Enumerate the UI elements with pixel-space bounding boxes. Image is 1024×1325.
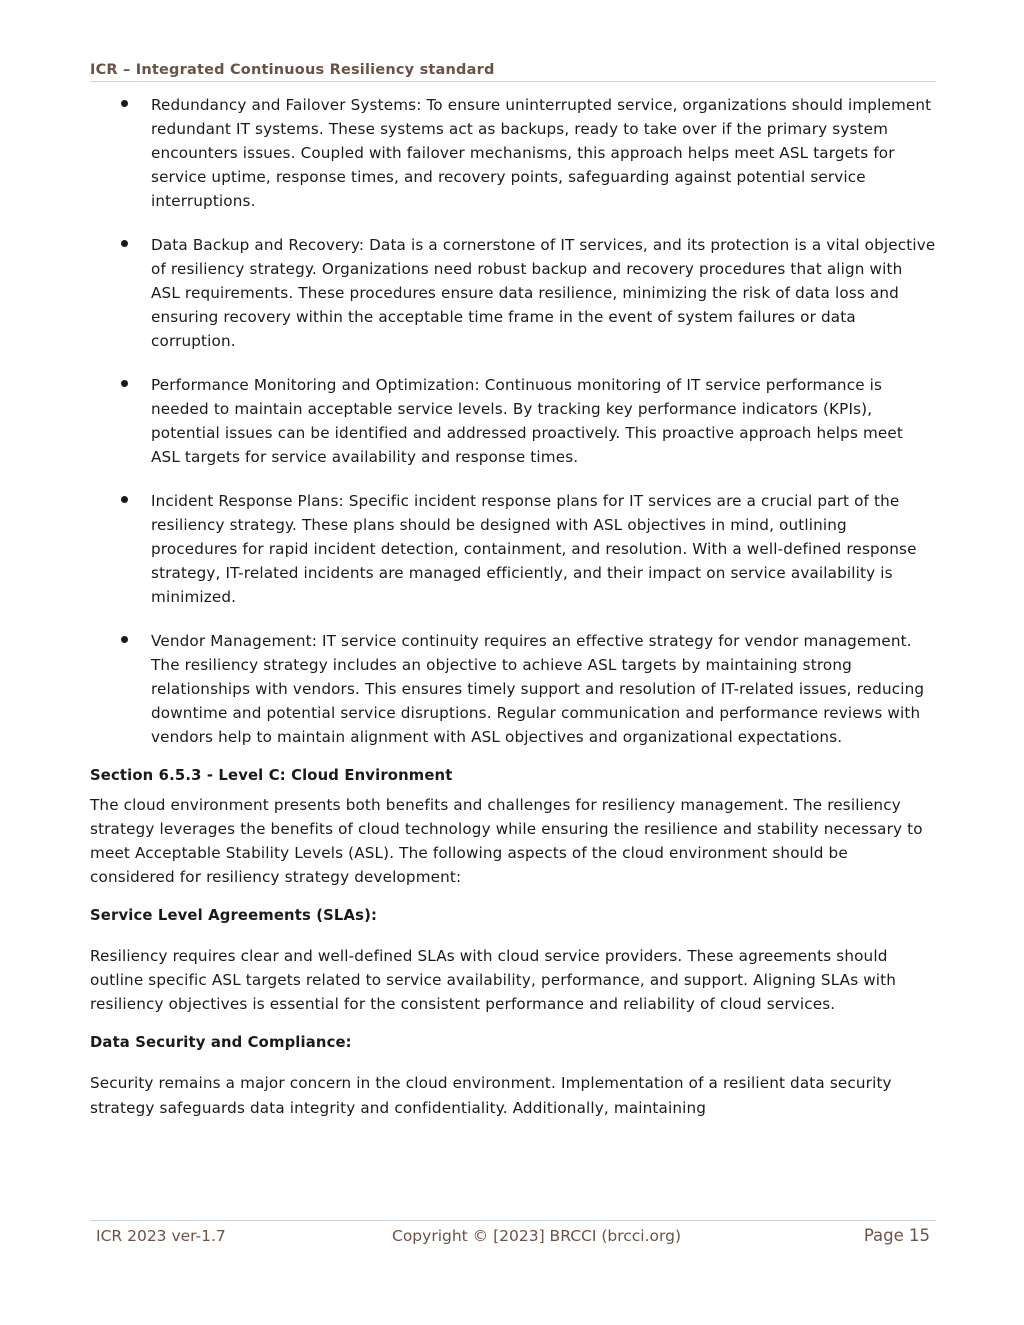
page-header (90, 61, 936, 82)
subsection-text-slas: Resiliency requires clear and well-defined SLAs with cloud service providers. These agreements should outline specific ASL targets related to service availability, performance, and support. Aligning SLAs with resiliency objectives is essential for the consistent performance and reliability of cloud services. (90, 947, 897, 1014)
bullet-icon (121, 100, 128, 107)
page-content (90, 93, 936, 1120)
header-title: ICR – Integrated Continuous Resiliency standard (90, 62, 495, 78)
list-item-text: Redundancy and Failover Systems: To ensure uninterrupted service, organizations should implement redundant IT systems. These systems act as backups, ready to take over if the primary system encounters issues. Coupled with failover mechanisms, this approach helps meet ASL targets for service uptime, response times, and recovery points, safeguarding against potential service interruptions. (151, 96, 932, 211)
bullet-icon (121, 380, 128, 387)
list-item-text: Vendor Management: IT service continuity requires an effective strategy for vendor management. The resiliency strategy includes an objective to achieve ASL targets by maintaining strong relationships with vendors. This ensures timely support and resolution of IT-related issues, reducing downtime and potential service disruptions. Regular communication and performance reviews with vendors help to maintain alignment with ASL objectives and organizational expectations. (151, 631, 925, 747)
footer-version: ICR 2023 ver-1.7 (96, 1227, 226, 1245)
list-item (90, 233, 936, 353)
list-item (90, 489, 936, 609)
list-item (90, 93, 936, 213)
list-item (90, 629, 936, 749)
subsection-heading-data-security: Data Security and Compliance: (90, 1034, 352, 1052)
footer-page-number: Page 15 (863, 1226, 930, 1245)
list-item-text: Incident Response Plans: Specific incident response plans for IT services are a crucial part of the resiliency strategy. These plans should be designed with ASL objectives in mind, outlining procedures for rapid incident detection, containment, and resolution. With a well-defined response strategy, IT-related incidents are managed efficiently, and their impact on service availability is minimized. (151, 491, 917, 607)
bullet-icon (121, 240, 128, 247)
subsection-text-data-security: Security remains a major concern in the cloud environment. Implementation of a resilient data security strategy safeguards data integrity and confidentiality. Additionally, maintaining (90, 1074, 892, 1117)
section-heading: Section 6.5.3 - Level C: Cloud Environment (90, 766, 453, 784)
page-footer (90, 1220, 936, 1251)
subsection-heading-slas: Service Level Agreements (SLAs): (90, 907, 378, 925)
bullet-icon (121, 496, 128, 503)
list-item-text: Performance Monitoring and Optimization: Continuous monitoring of IT service performance is needed to maintain acceptable service levels. By tracking key performance indicators (KPIs), potential issues can be identified and addressed proactively. This proactive approach helps meet ASL targets for service availability and response times. (151, 375, 904, 467)
list-item (90, 373, 936, 469)
bullet-list (90, 93, 936, 749)
bullet-icon (121, 636, 128, 643)
list-item-text: Data Backup and Recovery: Data is a cornerstone of IT services, and its protection is a vital objective of resiliency strategy. Organizations need robust backup and recovery procedures that align with ASL requirements. These procedures ensure data resilience, minimizing the risk of data loss and ensuring recovery within the acceptable time frame in the event of system failures or data corruption. (151, 235, 936, 351)
section-intro: The cloud environment presents both benefits and challenges for resiliency management. The resiliency strategy leverages the benefits of cloud technology while ensuring the resilience and stability necessary to meet Acceptable Stability Levels (ASL). The following aspects of the cloud environment should be considered for resiliency strategy development: (90, 795, 923, 887)
footer-copyright: Copyright © [2023] BRCCI (brcci.org) (392, 1227, 681, 1245)
